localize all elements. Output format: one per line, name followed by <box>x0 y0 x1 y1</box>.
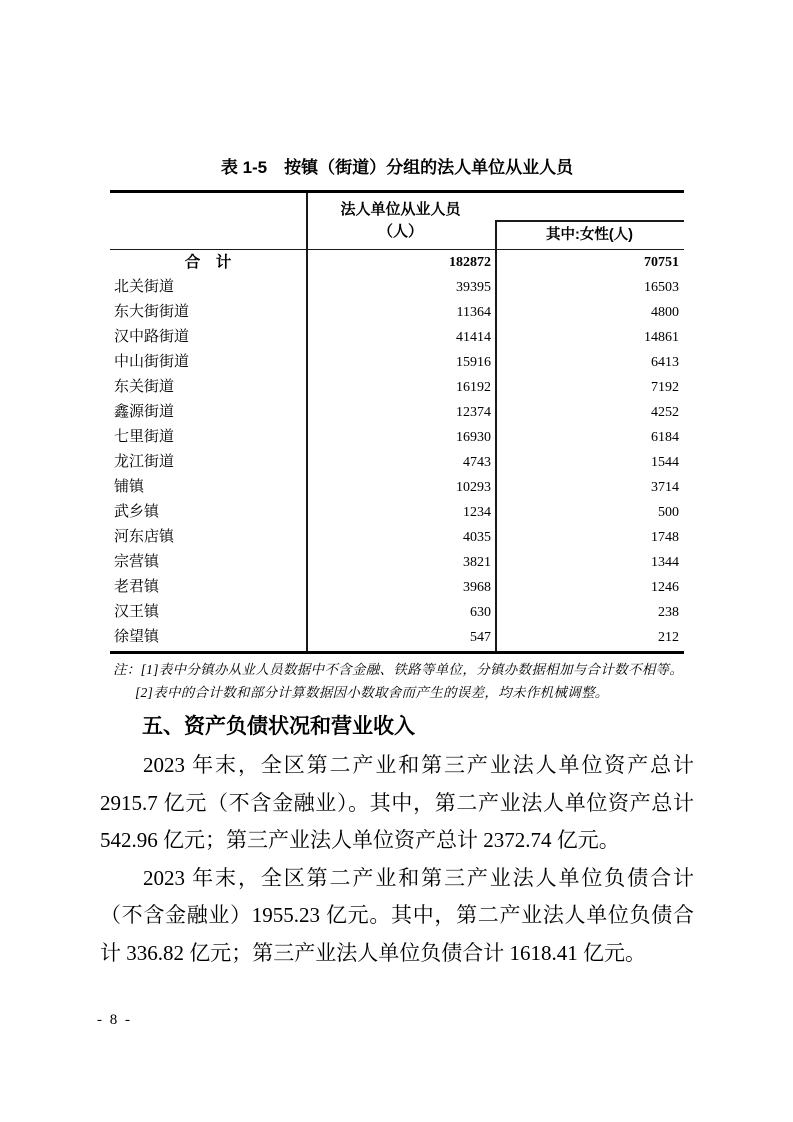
column-header-employees-line2: （人） <box>377 223 423 240</box>
row-female-value: 1544 <box>651 455 679 470</box>
table-row <box>110 550 684 575</box>
table-title: 表 1-5 按镇（街道）分组的法人单位从业人员 <box>220 158 574 177</box>
row-female-value: 70751 <box>644 255 679 270</box>
table-row <box>110 425 684 450</box>
row-employees-value: 3968 <box>463 580 491 595</box>
table-row <box>110 350 684 375</box>
row-female-value: 4800 <box>651 305 679 320</box>
row-label: 汉王镇 <box>114 604 160 620</box>
row-label: 合 计 <box>184 254 232 271</box>
table-body <box>110 250 684 650</box>
table-row <box>110 500 684 525</box>
row-female-value: 1246 <box>651 580 679 595</box>
row-employees-value: 16930 <box>456 430 491 445</box>
table-row <box>110 375 684 400</box>
table-row <box>110 450 684 475</box>
row-employees-value: 10293 <box>456 480 491 495</box>
row-label: 汉中路街道 <box>114 329 190 345</box>
row-label: 徐望镇 <box>114 629 160 645</box>
row-label: 武乡镇 <box>114 504 160 520</box>
row-employees-value: 4035 <box>463 530 491 545</box>
row-label: 北关街道 <box>114 279 175 295</box>
table-row <box>110 625 684 650</box>
table-row <box>110 400 684 425</box>
table-row <box>110 475 684 500</box>
row-female-value: 14861 <box>644 330 679 345</box>
table-header <box>110 193 684 250</box>
column-header-employees <box>306 199 495 243</box>
row-employees-value: 630 <box>470 605 491 620</box>
row-label: 鑫源街道 <box>114 404 175 420</box>
row-employees-value: 41414 <box>456 330 491 345</box>
statistics-table <box>110 190 684 654</box>
table-row <box>110 600 684 625</box>
row-employees-value: 4743 <box>463 455 491 470</box>
row-employees-value: 39395 <box>456 280 491 295</box>
row-label: 东关街道 <box>114 379 175 395</box>
table-row <box>110 325 684 350</box>
column-header-female: 其中:女性(人) <box>546 227 633 243</box>
row-female-value: 6413 <box>651 355 679 370</box>
row-female-value: 212 <box>658 630 679 645</box>
row-female-value: 500 <box>658 505 679 520</box>
table-row <box>110 525 684 550</box>
row-employees-value: 547 <box>470 630 491 645</box>
row-female-value: 16503 <box>644 280 679 295</box>
row-label: 中山街街道 <box>114 354 190 370</box>
row-female-value: 6184 <box>651 430 679 445</box>
row-employees-value: 182872 <box>449 255 491 270</box>
row-employees-value: 1234 <box>463 505 491 520</box>
paragraph-assets: 2023 年末，全区第二产业和第三产业法人单位资产总计 2915.7 亿元（不含金融业）。其中，第二产业法人单位资产总计 542.96 亿元；第三产业法人单位资产总计 2372.74 亿元。 <box>100 753 694 852</box>
row-female-value: 1344 <box>651 555 679 570</box>
table-row <box>110 275 684 300</box>
section-heading: 五、资产负债状况和营业收入 <box>142 715 415 738</box>
row-label: 老君镇 <box>114 579 160 595</box>
table-footnote-2: [2]表中的合计数和部分计算数据因小数取舍而产生的误差，均未作机械调整。 <box>135 685 609 700</box>
table-row <box>110 300 684 325</box>
page-number: - 8 - <box>97 1012 132 1028</box>
paragraph-liabilities: 2023 年末，全区第二产业和第三产业法人单位负债合计（不含金融业）1955.23 亿元。其中，第二产业法人单位负债合计 336.82 亿元；第三产业法人单位负债合计 1618.41 亿元。 <box>100 865 694 965</box>
row-employees-value: 16192 <box>456 380 491 395</box>
row-female-value: 1748 <box>651 530 679 545</box>
body-text <box>100 747 694 972</box>
row-employees-value: 3821 <box>463 555 491 570</box>
row-label: 七里街道 <box>114 429 175 445</box>
row-label: 河东店镇 <box>114 529 175 545</box>
row-employees-value: 12374 <box>456 405 491 420</box>
column-header-employees-line1: 法人单位从业人员 <box>340 201 461 218</box>
table-row <box>110 575 684 600</box>
row-female-value: 3714 <box>651 480 679 495</box>
row-employees-value: 15916 <box>456 355 491 370</box>
row-label: 宗营镇 <box>114 554 160 570</box>
row-female-value: 7192 <box>651 380 679 395</box>
row-female-value: 4252 <box>651 405 679 420</box>
row-label: 龙江街道 <box>114 454 175 470</box>
row-employees-value: 11364 <box>456 305 491 320</box>
row-label: 铺镇 <box>114 479 145 495</box>
table-footnote-1: 注：[1]表中分镇办从业人员数据中不含金融、铁路等单位，分镇办数据相加与合计数不相等。 <box>113 662 684 677</box>
table-row-total <box>110 250 684 275</box>
row-female-value: 238 <box>658 605 679 620</box>
row-label: 东大街街道 <box>114 304 190 320</box>
